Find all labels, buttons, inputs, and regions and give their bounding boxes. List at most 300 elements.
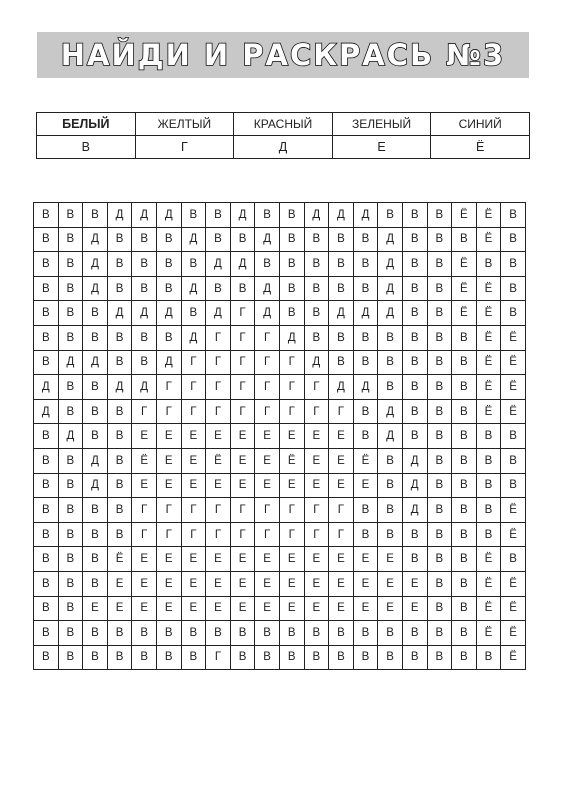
grid-cell[interactable]: В	[157, 228, 182, 253]
grid-cell[interactable]: В	[108, 498, 133, 523]
grid-cell[interactable]: В	[182, 646, 207, 671]
grid-cell[interactable]: Г	[329, 523, 354, 548]
grid-cell[interactable]: Е	[255, 449, 280, 474]
grid-cell[interactable]: В	[403, 228, 428, 253]
grid-cell[interactable]: В	[231, 228, 256, 253]
grid-cell[interactable]: Е	[206, 547, 231, 572]
grid-cell[interactable]: В	[428, 203, 453, 228]
grid-cell[interactable]: Г	[206, 523, 231, 548]
grid-cell[interactable]: В	[305, 301, 330, 326]
grid-cell[interactable]: В	[59, 498, 84, 523]
grid-cell[interactable]: Е	[157, 597, 182, 622]
grid-cell[interactable]: В	[34, 474, 59, 499]
grid-cell[interactable]: Е	[354, 572, 379, 597]
grid-cell[interactable]: В	[59, 326, 84, 351]
grid-cell[interactable]: В	[231, 646, 256, 671]
grid-cell[interactable]: В	[157, 646, 182, 671]
grid-cell[interactable]: В	[378, 474, 403, 499]
grid-cell[interactable]: В	[354, 351, 379, 376]
grid-cell[interactable]: Ё	[132, 449, 157, 474]
grid-cell[interactable]: В	[280, 277, 305, 302]
grid-cell[interactable]: Д	[157, 301, 182, 326]
grid-cell[interactable]: В	[428, 277, 453, 302]
grid-cell[interactable]: В	[83, 326, 108, 351]
grid-cell[interactable]: В	[108, 277, 133, 302]
grid-cell[interactable]: Д	[329, 375, 354, 400]
grid-cell[interactable]: В	[354, 400, 379, 425]
grid-cell[interactable]: В	[452, 400, 477, 425]
grid-cell[interactable]: В	[329, 351, 354, 376]
grid-cell[interactable]: Е	[182, 547, 207, 572]
grid-cell[interactable]: В	[280, 301, 305, 326]
grid-cell[interactable]: Д	[231, 252, 256, 277]
grid-cell[interactable]: Д	[305, 203, 330, 228]
grid-cell[interactable]: В	[206, 621, 231, 646]
grid-cell[interactable]: В	[428, 547, 453, 572]
grid-cell[interactable]: Ё	[477, 351, 502, 376]
grid-cell[interactable]: В	[59, 375, 84, 400]
grid-cell[interactable]: Е	[157, 474, 182, 499]
grid-cell[interactable]: В	[403, 424, 428, 449]
grid-cell[interactable]: В	[83, 301, 108, 326]
grid-cell[interactable]: В	[452, 228, 477, 253]
grid-cell[interactable]: Г	[255, 498, 280, 523]
grid-cell[interactable]: Д	[182, 277, 207, 302]
grid-cell[interactable]: В	[378, 498, 403, 523]
grid-cell[interactable]: В	[378, 326, 403, 351]
grid-cell[interactable]: В	[501, 547, 526, 572]
grid-cell[interactable]: Д	[59, 424, 84, 449]
grid-cell[interactable]: В	[182, 301, 207, 326]
grid-cell[interactable]: Ё	[477, 621, 502, 646]
grid-cell[interactable]: В	[59, 621, 84, 646]
grid-cell[interactable]: Е	[403, 597, 428, 622]
grid-cell[interactable]: В	[34, 351, 59, 376]
grid-cell[interactable]: В	[501, 203, 526, 228]
grid-cell[interactable]: В	[305, 228, 330, 253]
grid-cell[interactable]: Е	[305, 572, 330, 597]
grid-cell[interactable]: В	[452, 547, 477, 572]
grid-cell[interactable]: В	[378, 351, 403, 376]
grid-cell[interactable]: В	[59, 277, 84, 302]
grid-cell[interactable]: Д	[83, 228, 108, 253]
grid-cell[interactable]: Д	[329, 203, 354, 228]
grid-cell[interactable]: Г	[182, 375, 207, 400]
grid-cell[interactable]: В	[403, 301, 428, 326]
grid-cell[interactable]: В	[428, 498, 453, 523]
grid-cell[interactable]: В	[428, 301, 453, 326]
grid-cell[interactable]: В	[182, 203, 207, 228]
grid-cell[interactable]: В	[428, 621, 453, 646]
grid-cell[interactable]: В	[108, 646, 133, 671]
grid-cell[interactable]: Г	[132, 523, 157, 548]
grid-cell[interactable]: В	[34, 301, 59, 326]
grid-cell[interactable]: В	[108, 449, 133, 474]
grid-cell[interactable]: Ё	[354, 449, 379, 474]
grid-cell[interactable]: Г	[280, 400, 305, 425]
grid-cell[interactable]: Г	[231, 301, 256, 326]
grid-cell[interactable]: В	[378, 375, 403, 400]
grid-cell[interactable]: Г	[182, 523, 207, 548]
grid-cell[interactable]: В	[132, 252, 157, 277]
grid-cell[interactable]: В	[182, 621, 207, 646]
grid-cell[interactable]: В	[83, 523, 108, 548]
grid-cell[interactable]: Е	[280, 597, 305, 622]
grid-cell[interactable]: Д	[403, 449, 428, 474]
grid-cell[interactable]: Д	[255, 277, 280, 302]
grid-cell[interactable]: Е	[329, 449, 354, 474]
grid-cell[interactable]: В	[403, 252, 428, 277]
grid-cell[interactable]: Е	[305, 449, 330, 474]
grid-cell[interactable]: В	[403, 400, 428, 425]
grid-cell[interactable]: В	[83, 621, 108, 646]
grid-cell[interactable]: Ё	[501, 375, 526, 400]
grid-cell[interactable]: Д	[206, 252, 231, 277]
grid-cell[interactable]: Г	[132, 498, 157, 523]
grid-cell[interactable]: В	[305, 277, 330, 302]
grid-cell[interactable]: В	[403, 375, 428, 400]
grid-cell[interactable]: Г	[231, 375, 256, 400]
grid-cell[interactable]: В	[34, 597, 59, 622]
grid-cell[interactable]: В	[34, 277, 59, 302]
grid-cell[interactable]: Е	[157, 572, 182, 597]
grid-cell[interactable]: В	[452, 498, 477, 523]
grid-cell[interactable]: Д	[378, 277, 403, 302]
grid-cell[interactable]: Г	[182, 351, 207, 376]
grid-cell[interactable]: Г	[231, 326, 256, 351]
grid-cell[interactable]: В	[452, 646, 477, 671]
grid-cell[interactable]: В	[108, 474, 133, 499]
grid-cell[interactable]: В	[182, 252, 207, 277]
grid-cell[interactable]: В	[34, 498, 59, 523]
grid-cell[interactable]: Е	[206, 572, 231, 597]
grid-cell[interactable]: Г	[231, 498, 256, 523]
grid-cell[interactable]: В	[280, 252, 305, 277]
grid-cell[interactable]: Д	[157, 203, 182, 228]
grid-cell[interactable]: Е	[157, 424, 182, 449]
grid-cell[interactable]: В	[428, 252, 453, 277]
grid-cell[interactable]: В	[428, 523, 453, 548]
grid-cell[interactable]: Е	[280, 547, 305, 572]
grid-cell[interactable]: В	[305, 326, 330, 351]
grid-cell[interactable]: Е	[329, 547, 354, 572]
grid-cell[interactable]: Ё	[501, 523, 526, 548]
grid-cell[interactable]: Д	[280, 326, 305, 351]
grid-cell[interactable]: В	[280, 621, 305, 646]
grid-cell[interactable]: В	[255, 646, 280, 671]
grid-cell[interactable]: В	[428, 228, 453, 253]
grid-cell[interactable]: В	[378, 621, 403, 646]
grid-cell[interactable]: В	[206, 277, 231, 302]
grid-cell[interactable]: В	[477, 474, 502, 499]
grid-cell[interactable]: В	[59, 646, 84, 671]
grid-cell[interactable]: В	[403, 277, 428, 302]
grid-cell[interactable]: В	[452, 572, 477, 597]
grid-cell[interactable]: В	[108, 523, 133, 548]
grid-cell[interactable]: Е	[255, 597, 280, 622]
grid-cell[interactable]: В	[403, 621, 428, 646]
grid-cell[interactable]: Г	[305, 498, 330, 523]
grid-cell[interactable]: В	[452, 449, 477, 474]
grid-cell[interactable]: В	[132, 646, 157, 671]
grid-cell[interactable]: В	[108, 621, 133, 646]
grid-cell[interactable]: В	[59, 228, 84, 253]
grid-cell[interactable]: Д	[378, 301, 403, 326]
grid-cell[interactable]: Ё	[477, 277, 502, 302]
grid-cell[interactable]: В	[83, 203, 108, 228]
grid-cell[interactable]: Е	[182, 449, 207, 474]
grid-cell[interactable]: В	[132, 326, 157, 351]
grid-cell[interactable]: Д	[34, 400, 59, 425]
grid-cell[interactable]: В	[59, 252, 84, 277]
grid-cell[interactable]: Ё	[477, 203, 502, 228]
grid-cell[interactable]: Ё	[477, 547, 502, 572]
grid-cell[interactable]: В	[477, 523, 502, 548]
grid-cell[interactable]: В	[452, 351, 477, 376]
grid-cell[interactable]: Д	[403, 474, 428, 499]
grid-cell[interactable]: Е	[182, 474, 207, 499]
grid-cell[interactable]: В	[34, 424, 59, 449]
grid-cell[interactable]: В	[255, 621, 280, 646]
grid-cell[interactable]: Ё	[501, 572, 526, 597]
grid-cell[interactable]: Ё	[452, 252, 477, 277]
grid-cell[interactable]: Е	[255, 547, 280, 572]
grid-cell[interactable]: Г	[280, 351, 305, 376]
grid-cell[interactable]: В	[428, 597, 453, 622]
grid-cell[interactable]: В	[59, 547, 84, 572]
grid-cell[interactable]: В	[280, 228, 305, 253]
grid-cell[interactable]: В	[428, 646, 453, 671]
grid-cell[interactable]: Е	[83, 597, 108, 622]
grid-cell[interactable]: В	[34, 449, 59, 474]
grid-cell[interactable]: Е	[280, 572, 305, 597]
grid-cell[interactable]: Ё	[477, 400, 502, 425]
grid-cell[interactable]: В	[452, 523, 477, 548]
grid-cell[interactable]: Д	[354, 203, 379, 228]
grid-cell[interactable]: В	[378, 449, 403, 474]
grid-cell[interactable]: Ё	[477, 301, 502, 326]
grid-cell[interactable]: В	[354, 252, 379, 277]
grid-cell[interactable]: Д	[403, 498, 428, 523]
grid-cell[interactable]: Г	[305, 523, 330, 548]
grid-cell[interactable]: Е	[206, 424, 231, 449]
grid-cell[interactable]: В	[108, 252, 133, 277]
grid-cell[interactable]: В	[501, 228, 526, 253]
grid-cell[interactable]: Г	[157, 498, 182, 523]
grid-cell[interactable]: Г	[206, 351, 231, 376]
grid-cell[interactable]: В	[108, 228, 133, 253]
grid-cell[interactable]: Е	[231, 597, 256, 622]
grid-cell[interactable]: В	[34, 326, 59, 351]
grid-cell[interactable]: В	[59, 203, 84, 228]
grid-cell[interactable]: В	[477, 498, 502, 523]
grid-cell[interactable]: В	[378, 523, 403, 548]
grid-cell[interactable]: Г	[182, 498, 207, 523]
grid-cell[interactable]: В	[329, 277, 354, 302]
grid-cell[interactable]: В	[354, 523, 379, 548]
grid-cell[interactable]: В	[452, 597, 477, 622]
grid-cell[interactable]: В	[108, 400, 133, 425]
grid-cell[interactable]: Г	[157, 523, 182, 548]
grid-cell[interactable]: Д	[108, 203, 133, 228]
grid-cell[interactable]: В	[132, 228, 157, 253]
grid-cell[interactable]: Е	[231, 572, 256, 597]
grid-cell[interactable]: В	[59, 449, 84, 474]
grid-cell[interactable]: Е	[132, 474, 157, 499]
grid-cell[interactable]: В	[452, 474, 477, 499]
grid-cell[interactable]: В	[255, 203, 280, 228]
grid-cell[interactable]: В	[501, 252, 526, 277]
grid-cell[interactable]: Д	[182, 228, 207, 253]
grid-cell[interactable]: В	[428, 449, 453, 474]
grid-cell[interactable]: Д	[378, 400, 403, 425]
grid-cell[interactable]: В	[329, 252, 354, 277]
grid-cell[interactable]: Е	[378, 547, 403, 572]
grid-cell[interactable]: В	[329, 326, 354, 351]
grid-cell[interactable]: В	[108, 424, 133, 449]
grid-cell[interactable]: В	[428, 326, 453, 351]
grid-cell[interactable]: Г	[255, 375, 280, 400]
grid-cell[interactable]: В	[108, 326, 133, 351]
grid-cell[interactable]: Г	[255, 400, 280, 425]
grid-cell[interactable]: Е	[354, 597, 379, 622]
grid-cell[interactable]: Е	[305, 424, 330, 449]
grid-cell[interactable]: Е	[305, 474, 330, 499]
grid-cell[interactable]: В	[83, 424, 108, 449]
grid-cell[interactable]: Г	[206, 400, 231, 425]
grid-cell[interactable]: Ё	[477, 375, 502, 400]
grid-cell[interactable]: В	[403, 203, 428, 228]
grid-cell[interactable]: Е	[231, 474, 256, 499]
grid-cell[interactable]: В	[59, 400, 84, 425]
grid-cell[interactable]: В	[428, 400, 453, 425]
grid-cell[interactable]: Е	[132, 424, 157, 449]
grid-cell[interactable]: Е	[108, 597, 133, 622]
grid-cell[interactable]: В	[255, 252, 280, 277]
grid-cell[interactable]: В	[428, 474, 453, 499]
grid-cell[interactable]: Е	[182, 572, 207, 597]
grid-cell[interactable]: В	[59, 301, 84, 326]
grid-cell[interactable]: В	[231, 277, 256, 302]
grid-cell[interactable]: В	[329, 621, 354, 646]
grid-cell[interactable]: В	[34, 646, 59, 671]
grid-cell[interactable]: В	[354, 228, 379, 253]
grid-cell[interactable]: Ё	[501, 597, 526, 622]
grid-cell[interactable]: В	[157, 621, 182, 646]
grid-cell[interactable]: Г	[329, 400, 354, 425]
grid-cell[interactable]: Е	[206, 597, 231, 622]
grid-cell[interactable]: В	[59, 523, 84, 548]
grid-cell[interactable]: Г	[231, 400, 256, 425]
grid-cell[interactable]: В	[83, 646, 108, 671]
grid-cell[interactable]: В	[501, 424, 526, 449]
grid-cell[interactable]: В	[354, 424, 379, 449]
grid-cell[interactable]: В	[452, 621, 477, 646]
grid-cell[interactable]: В	[305, 646, 330, 671]
grid-cell[interactable]: В	[206, 203, 231, 228]
grid-cell[interactable]: В	[403, 523, 428, 548]
grid-cell[interactable]: В	[452, 375, 477, 400]
grid-cell[interactable]: Е	[255, 474, 280, 499]
grid-cell[interactable]: Е	[108, 572, 133, 597]
grid-cell[interactable]: В	[329, 228, 354, 253]
grid-cell[interactable]: В	[132, 621, 157, 646]
grid-cell[interactable]: В	[59, 597, 84, 622]
grid-cell[interactable]: Е	[231, 547, 256, 572]
grid-cell[interactable]: В	[477, 449, 502, 474]
grid-cell[interactable]: В	[403, 547, 428, 572]
grid-cell[interactable]: В	[59, 474, 84, 499]
grid-cell[interactable]: Г	[280, 523, 305, 548]
grid-cell[interactable]: Е	[157, 547, 182, 572]
grid-cell[interactable]: Г	[255, 523, 280, 548]
grid-cell[interactable]: Ё	[477, 228, 502, 253]
grid-cell[interactable]: Д	[108, 301, 133, 326]
grid-cell[interactable]: В	[501, 277, 526, 302]
grid-cell[interactable]: Д	[83, 277, 108, 302]
grid-cell[interactable]: Г	[231, 523, 256, 548]
grid-cell[interactable]: В	[83, 498, 108, 523]
grid-cell[interactable]: В	[34, 203, 59, 228]
grid-cell[interactable]: Ё	[501, 621, 526, 646]
grid-cell[interactable]: Е	[182, 424, 207, 449]
grid-cell[interactable]: Г	[280, 498, 305, 523]
grid-cell[interactable]: Д	[132, 203, 157, 228]
grid-cell[interactable]: В	[428, 351, 453, 376]
grid-cell[interactable]: Д	[83, 351, 108, 376]
grid-cell[interactable]: Е	[354, 474, 379, 499]
grid-cell[interactable]: Д	[34, 375, 59, 400]
grid-cell[interactable]: Д	[83, 474, 108, 499]
grid-cell[interactable]: В	[34, 523, 59, 548]
grid-cell[interactable]: В	[354, 498, 379, 523]
grid-cell[interactable]: Г	[305, 375, 330, 400]
grid-cell[interactable]: Г	[157, 375, 182, 400]
grid-cell[interactable]: Е	[132, 547, 157, 572]
grid-cell[interactable]: Д	[206, 301, 231, 326]
grid-cell[interactable]: Д	[108, 375, 133, 400]
grid-cell[interactable]: В	[501, 474, 526, 499]
grid-cell[interactable]: В	[59, 572, 84, 597]
grid-cell[interactable]: Е	[378, 597, 403, 622]
grid-cell[interactable]: Д	[83, 252, 108, 277]
grid-cell[interactable]: Ё	[477, 572, 502, 597]
grid-cell[interactable]: Е	[231, 424, 256, 449]
grid-cell[interactable]: В	[403, 351, 428, 376]
grid-cell[interactable]: Ё	[501, 351, 526, 376]
grid-cell[interactable]: Д	[305, 351, 330, 376]
grid-cell[interactable]: В	[231, 621, 256, 646]
grid-cell[interactable]: Д	[378, 252, 403, 277]
grid-cell[interactable]: Д	[329, 301, 354, 326]
grid-cell[interactable]: В	[157, 277, 182, 302]
grid-cell[interactable]: В	[403, 326, 428, 351]
grid-cell[interactable]: Е	[182, 597, 207, 622]
grid-cell[interactable]: В	[403, 646, 428, 671]
grid-cell[interactable]: Д	[231, 203, 256, 228]
grid-cell[interactable]: Ё	[501, 498, 526, 523]
grid-cell[interactable]: Д	[255, 228, 280, 253]
grid-cell[interactable]: Д	[378, 228, 403, 253]
grid-cell[interactable]: В	[305, 621, 330, 646]
grid-cell[interactable]: В	[83, 400, 108, 425]
grid-cell[interactable]: В	[34, 621, 59, 646]
grid-cell[interactable]: Г	[157, 400, 182, 425]
grid-cell[interactable]: В	[452, 424, 477, 449]
grid-cell[interactable]: В	[428, 424, 453, 449]
grid-cell[interactable]: В	[477, 424, 502, 449]
grid-cell[interactable]: В	[132, 351, 157, 376]
